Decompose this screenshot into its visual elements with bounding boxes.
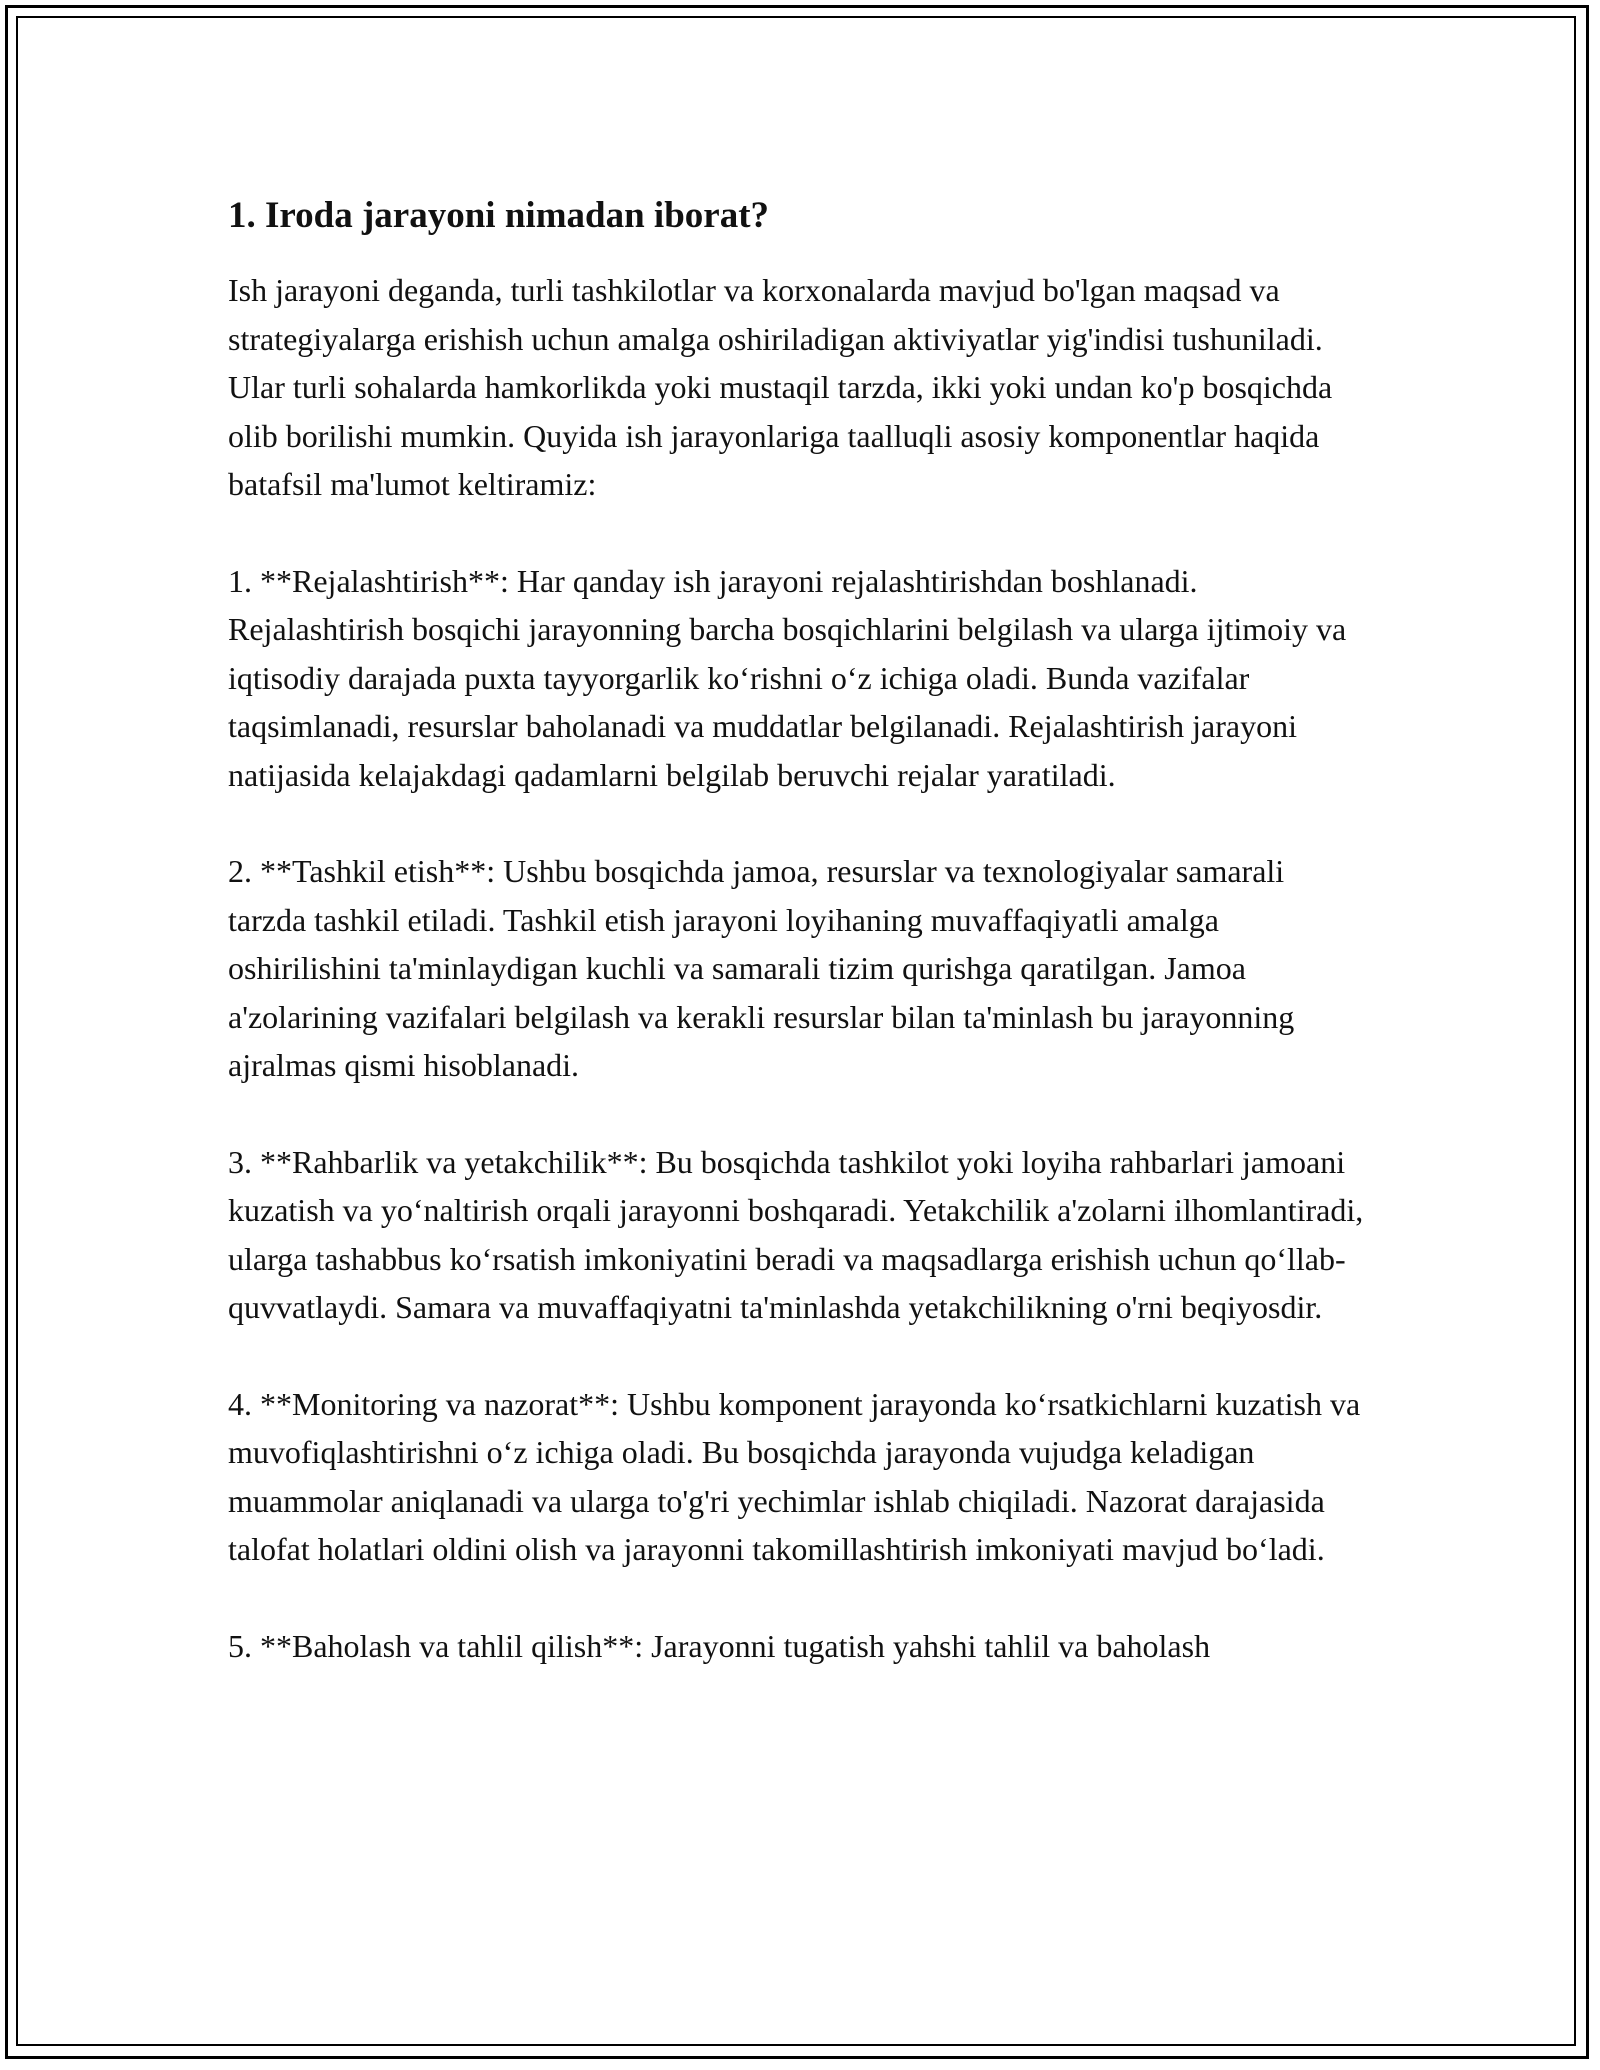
document-title: 1. Iroda jarayoni nimadan iborat? xyxy=(228,195,770,236)
section-monitoring: 4. **Monitoring va nazorat**: Ushbu komponent jarayonda ko‘rsatkichlarni kuzatish va muvofiqlashtirishni o‘z ichiga oladi. Bu bosqichda jarayonda vujudga keladigan muammolar aniqlanadi va ularga to'g'ri yechimlar ishlab chiqiladi. Nazorat darajasida talofat holatlari oldini olish va jarayonni takomillashtirish imkoniyati mavjud bo‘ladi. xyxy=(228,1385,1361,1567)
document-body xyxy=(228,188,1368,1670)
section-leadership: 3. **Rahbarlik va yetakchilik**: Bu bosqichda tashkilot yoki loyiha rahbarlari jamoani kuzatish va yo‘naltirish orqali jarayonni boshqaradi. Yetakchilik a'zolarni ilhomlantiradi, ularga tashabbus ko‘rsatish imkoniyatini beradi va maqsadlarga erishish uchun qo‘llab-quvvatlaydi. Samara va muvaffaqiyatni ta'minlashda yetakchilikning o'rni beqiyosdir. xyxy=(228,1143,1364,1325)
section-planning: 1. **Rejalashtirish**: Har qanday ish jarayoni rejalashtirishdan boshlanadi. Rejalashtirish bosqichi jarayonning barcha bosqichlarini belgilash va ularga ijtimoiy va iqtisodiy darajada puxta tayyorgarlik ko‘rishni o‘z ichiga oladi. Bunda vazifalar taqsimlanadi, resurslar baholanadi va muddatlar belgilanadi. Rejalashtirish jarayoni natijasida kelajakdagi qadamlarni belgilab beruvchi rejalar yaratiladi. xyxy=(228,562,1347,793)
intro-paragraph: Ish jarayoni deganda, turli tashkilotlar va korxonalarda mavjud bo'lgan maqsad va strategiyalarga erishish uchun amalga oshiriladigan aktiviyatlar yig'indisi tushuniladi. Ular turli sohalarda hamkorlikda yoki mustaqil tarzda, ikki yoki undan ko'p bosqichda olib borilishi mumkin. Quyida ish jarayonlariga taalluqli asosiy komponentlar haqida batafsil ma'lumot keltiramiz: xyxy=(228,272,1333,502)
section-organizing: 2. **Tashkil etish**: Ushbu bosqichda jamoa, resurslar va texnologiyalar samarali tarzda tashkil etiladi. Tashkil etish jarayoni loyihaning muvaffaqiyatli amalga oshirilishini ta'minlaydigan kuchli va samarali tizim qurishga qaratilgan. Jamoa a'zolarining vazifalari belgilash va kerakli resurslar bilan ta'minlash bu jarayonning ajralmas qismi hisoblanadi. xyxy=(228,853,1295,1083)
section-evaluation: 5. **Baholash va tahlil qilish**: Jarayonni tugatish yahshi tahlil va baholash xyxy=(228,1627,1211,1664)
